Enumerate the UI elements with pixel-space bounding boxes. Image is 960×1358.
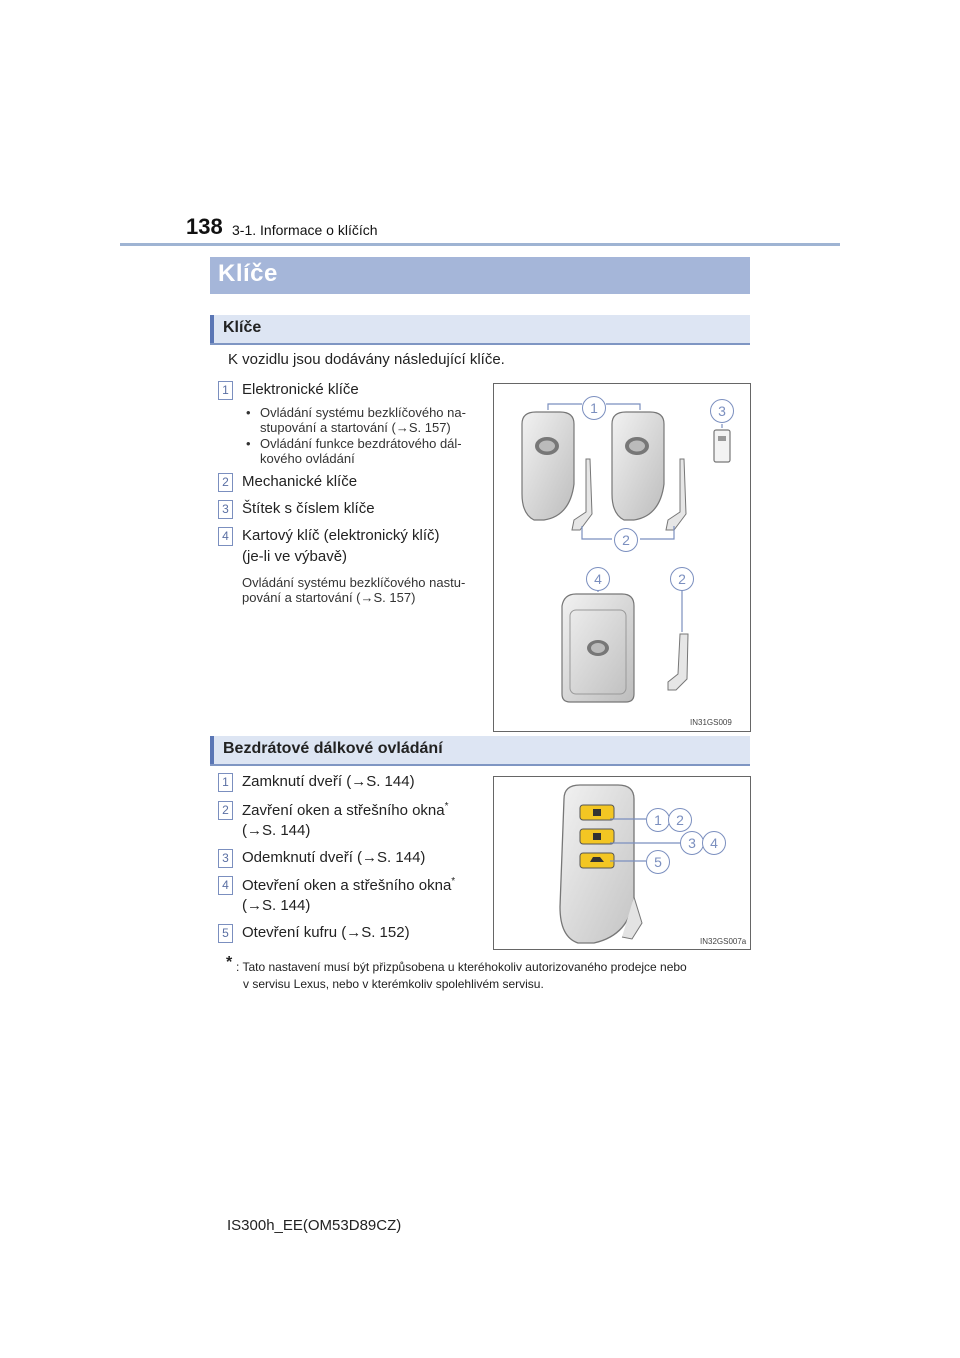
callout-number: 1 [646, 808, 670, 832]
item-label-ref: (→S. 144) [242, 897, 311, 914]
item-label: Zamknutí dveří (→S. 144) [242, 773, 415, 790]
keys-figure [493, 383, 751, 732]
callout-number: 2 [670, 567, 694, 591]
callout-number: 4 [586, 567, 610, 591]
item-number-badge: 2 [218, 473, 233, 492]
chapter-title: Klíče [218, 260, 278, 287]
keys-illustration [494, 384, 750, 731]
item-number-badge: 4 [218, 876, 233, 895]
item-label: Kartový klíč (elektronický klíč) [242, 527, 440, 544]
item-label: Elektronické klíče [242, 381, 359, 398]
item-label: Štítek s číslem klíče [242, 500, 375, 517]
figure-code: IN31GS009 [690, 718, 732, 727]
section-path: 3-1. Informace o klíčích [232, 222, 378, 238]
item-label: Otevření kufru (→S. 152) [242, 924, 410, 941]
item-note: (je-li ve výbavě) [242, 548, 348, 565]
callout-number: 3 [710, 399, 734, 423]
remote-illustration [494, 777, 750, 949]
bullet: • [246, 405, 251, 420]
item-number-badge: 1 [218, 773, 233, 792]
bullet: • [246, 436, 251, 451]
item-number-badge: 2 [218, 801, 233, 820]
callout-number: 5 [646, 850, 670, 874]
bullet-text: Ovládání systému bezklíčového na- stupování a startování (→S. 157) [260, 405, 466, 435]
section-heading-remote [210, 736, 750, 766]
section-heading-keys-text: Klíče [223, 319, 262, 336]
footnote-text-line2: v servisu Lexus, nebo v kterémkoliv spolehlivém servisu. [243, 977, 544, 991]
figure-code: IN32GS007a [700, 937, 747, 946]
section-heading-remote-text: Bezdrátové dálkové ovládání [223, 740, 443, 757]
page-number: 138 [186, 214, 223, 239]
callout-number: 4 [702, 831, 726, 855]
item-label: Otevření oken a střešního okna* [242, 876, 456, 894]
item-number-badge: 3 [218, 500, 233, 519]
item-number-badge: 3 [218, 849, 233, 868]
item-label: Odemknutí dveří (→S. 144) [242, 849, 426, 866]
callout-number: 1 [582, 396, 606, 420]
item-number-badge: 5 [218, 924, 233, 943]
item-number-badge: 4 [218, 527, 233, 546]
footnote-text-line1: : Tato nastavení musí být přizpůsobena u kteréhokoliv autorizovaného prodejce nebo [236, 960, 687, 974]
remote-figure [493, 776, 751, 950]
item-number-badge: 1 [218, 381, 233, 400]
header-rule [120, 243, 840, 246]
section-heading-keys [210, 315, 750, 345]
callout-number: 2 [668, 808, 692, 832]
chapter-title-bar [210, 257, 750, 294]
model-code: IS300h_EE(OM53D89CZ) [227, 1217, 402, 1234]
item-description: Ovládání systému bezklíčového nastu- pování a startování (→S. 157) [242, 575, 466, 605]
footnote-mark: * [226, 954, 233, 971]
item-label: Zavření oken a střešního okna* [242, 801, 449, 819]
item-label-ref: (→S. 144) [242, 822, 311, 839]
item-label: Mechanické klíče [242, 473, 358, 490]
bullet-text: Ovládání funkce bezdrátového dál- kového ovládání [260, 436, 462, 466]
callout-number: 2 [614, 528, 638, 552]
callout-number: 3 [680, 831, 704, 855]
intro-text: K vozidlu jsou dodávány následující klíče. [228, 351, 505, 368]
